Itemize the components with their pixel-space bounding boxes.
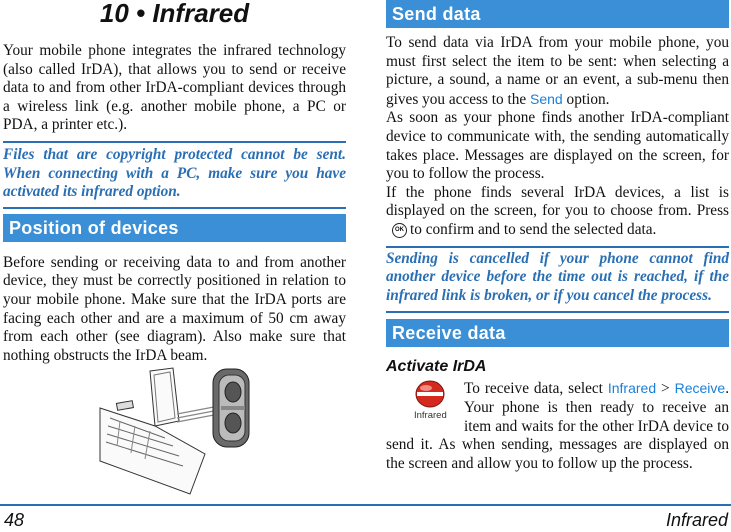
send-confirm-text: to confirm and to send the selected data.	[410, 220, 657, 238]
infrared-menu-item: Infrared	[607, 380, 657, 397]
activate-irda-heading: Activate IrDA	[386, 358, 487, 376]
send-note-rule-bottom	[386, 311, 729, 313]
intro-paragraph: Your mobile phone integrates the infrared technology (also called IrDA), that allows you to send or receive data to and from other IrDA-compliant devices through a wireless link (e.g. another mobile phone, a PC or PDA, a printer etc.).	[3, 42, 346, 134]
note-rule-bottom	[3, 207, 346, 209]
send-paragraph-1	[386, 34, 729, 109]
send-text-before: To send data via IrDA from your mobile phone, you must first select the item to be sent: when selecting a picture, a sound, a name or an event, a sub-menu then gives you access to the	[386, 34, 729, 108]
receive-section-heading: Receive data	[386, 319, 729, 347]
note-rule-top	[3, 141, 346, 143]
left-column	[3, 0, 346, 365]
laptop-phone-diagram	[95, 366, 295, 496]
page-number: 48	[4, 510, 25, 530]
footer-rule	[0, 504, 731, 506]
phone-illustration	[213, 369, 249, 447]
position-section-heading: Position of devices	[3, 214, 346, 242]
send-paragraph-3	[386, 184, 729, 240]
receive-block	[386, 379, 729, 473]
receive-menu-item: Receive	[674, 380, 726, 397]
send-paragraph-2: As soon as your phone finds another IrDA-compliant device to communicate with, the sending automatically takes place. Messages are displayed on the screen, for you to follow the process.	[386, 109, 729, 183]
receive-text-after: . Your phone is then ready to receive an item and waits for the other IrDA device to send it. As when sending, messages are displayed on the screen and allow you to follow up the process.	[386, 380, 730, 472]
infrared-menu-icon	[414, 379, 446, 409]
infrared-menu-icon-block	[386, 379, 464, 423]
laptop-illustration	[100, 368, 205, 494]
send-section-heading: Send data	[386, 0, 729, 28]
chapter-title: 10 • Infrared	[99, 0, 250, 28]
send-note-rule-top	[386, 246, 729, 248]
menu-separator: >	[661, 380, 670, 398]
ok-key-icon: OK	[392, 223, 407, 238]
copyright-note: Files that are copyright protected cannot be sent. When connecting with a PC, make sure you have activated its infrared option.	[3, 145, 346, 201]
send-cancel-note: Sending is cancelled if your phone cannot find another device before the time out is reached, if the infrared link is broken, or if you cancel the process.	[386, 249, 729, 304]
send-list-text: If the phone finds several IrDA devices, a list is displayed on the screen, for you to choose from. Press	[386, 183, 729, 220]
running-title: Infrared	[665, 510, 728, 530]
infrared-icon-caption: Infrared	[414, 410, 447, 422]
receive-text-before: To receive data, select	[464, 380, 603, 398]
send-text-after: option.	[566, 90, 610, 108]
position-paragraph: Before sending or receiving data to and from another device, they must be correctly positioned in relation to your mobile phone. Make sure that the IrDA ports are facing each other and are a maximum of 50 cm away from each other (see diagram). Also make sure that nothing obstructs the IrDA beam.	[3, 253, 346, 364]
send-menu-option: Send	[530, 90, 563, 107]
right-column	[386, 0, 729, 473]
